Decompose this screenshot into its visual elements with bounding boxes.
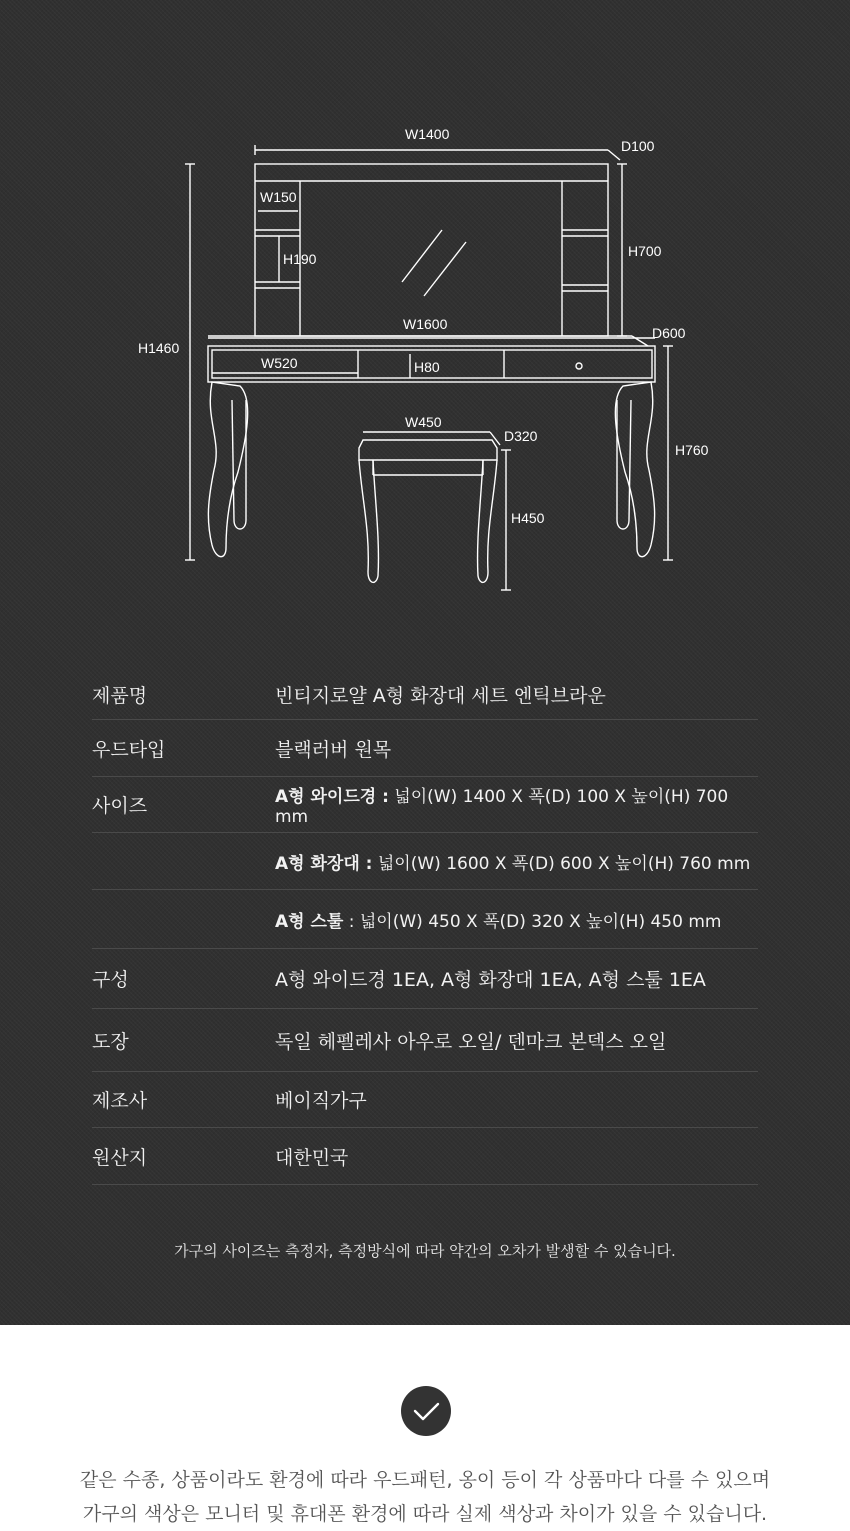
spec-value: 독일 헤펠레사 아우로 오일/ 덴마크 본덱스 오일 [275, 1030, 667, 1053]
dim-stool-width: W450 [405, 414, 442, 430]
spec-row-manufacturer [92, 1072, 758, 1128]
size-item-value: : 넓이(W) 450 X 폭(D) 320 X 높이(H) 450 mm [343, 911, 722, 932]
dim-mirror-height: H700 [628, 243, 662, 259]
spec-row-size-stool [92, 890, 758, 949]
spec-row-size [92, 777, 758, 833]
spec-row-wood-type [92, 720, 758, 777]
dim-stool-depth: D320 [504, 428, 538, 444]
stool-leg-left [359, 460, 378, 582]
size-item-value: 넓이(W) 1600 X 폭(D) 600 X 높이(H) 760 mm [372, 853, 751, 874]
spec-row-origin [92, 1128, 758, 1185]
spec-label: 도장 [92, 1030, 129, 1053]
spec-label: 제조사 [92, 1090, 148, 1112]
dim-mirror-depth: D100 [621, 138, 655, 154]
spec-value [275, 907, 758, 932]
spec-label: 원산지 [92, 1146, 148, 1169]
spec-label: 사이즈 [92, 795, 148, 817]
dim-stool-height: H450 [511, 510, 545, 526]
spec-row-coating [92, 1009, 758, 1072]
spec-value: 블랙러버 원목 [275, 738, 392, 761]
dim-total-height: H1460 [138, 340, 180, 356]
size-item-name: A형 스툴 [275, 911, 344, 932]
spec-label: 구성 [92, 969, 129, 991]
spec-label: 제품명 [92, 685, 148, 707]
spec-value [275, 849, 758, 874]
caution-line: 가구의 색상은 모니터 및 휴대폰 환경에 따라 실제 색상과 차이가 있을 수 있습니다. [82, 1503, 768, 1525]
caution-line: 같은 수종, 상품이라도 환경에 따라 우드패턴, 옹이 등이 각 상품마다 다를 수 있으며 [79, 1469, 771, 1491]
mirror-reflection [402, 230, 442, 282]
dim-table-depth: D600 [652, 325, 686, 341]
size-item-name: A형 화장대 : [275, 853, 373, 874]
spec-label: 우드타입 [92, 738, 166, 761]
dim-shelf-height: H190 [283, 251, 317, 267]
spec-value: 대한민국 [275, 1146, 349, 1169]
spec-value: A형 와이드경 1EA, A형 화장대 1EA, A형 스툴 1EA [275, 969, 706, 991]
size-item-value: 넓이(W) 1400 X 폭(D) 100 X 높이(H) 700 mm [275, 787, 729, 827]
spec-row-size-table [92, 833, 758, 890]
stool-seat [359, 440, 497, 460]
stool-leg-right [478, 460, 497, 582]
spec-value: 베이직가구 [275, 1090, 367, 1112]
spec-row-product-name [92, 670, 758, 720]
spec-value [275, 782, 758, 827]
table-leg-left [208, 382, 247, 557]
mirror-frame [255, 164, 608, 336]
dim-shelf-width: W150 [260, 189, 297, 205]
dim-table-height: H760 [675, 442, 709, 458]
check-icon [401, 1386, 451, 1436]
furniture-dimension-diagram [0, 0, 850, 620]
size-note: 가구의 사이즈는 측정자, 측정방식에 따라 약간의 오차가 발생할 수 있습니다. [174, 1242, 676, 1260]
dim-drawer-height: H80 [414, 359, 440, 375]
dim-drawer-width: W520 [261, 355, 298, 371]
dim-mirror-width: W1400 [405, 126, 450, 142]
drawer-knob [576, 363, 582, 369]
caution-text [0, 1463, 850, 1531]
size-item-name: A형 와이드경 : [275, 787, 389, 807]
spec-table [92, 670, 758, 1185]
table-leg-right [615, 382, 654, 557]
spec-value: 빈티지로얄 A형 화장대 세트 엔틱브라운 [275, 685, 606, 707]
spec-row-composition [92, 949, 758, 1009]
dim-table-width: W1600 [403, 316, 448, 332]
